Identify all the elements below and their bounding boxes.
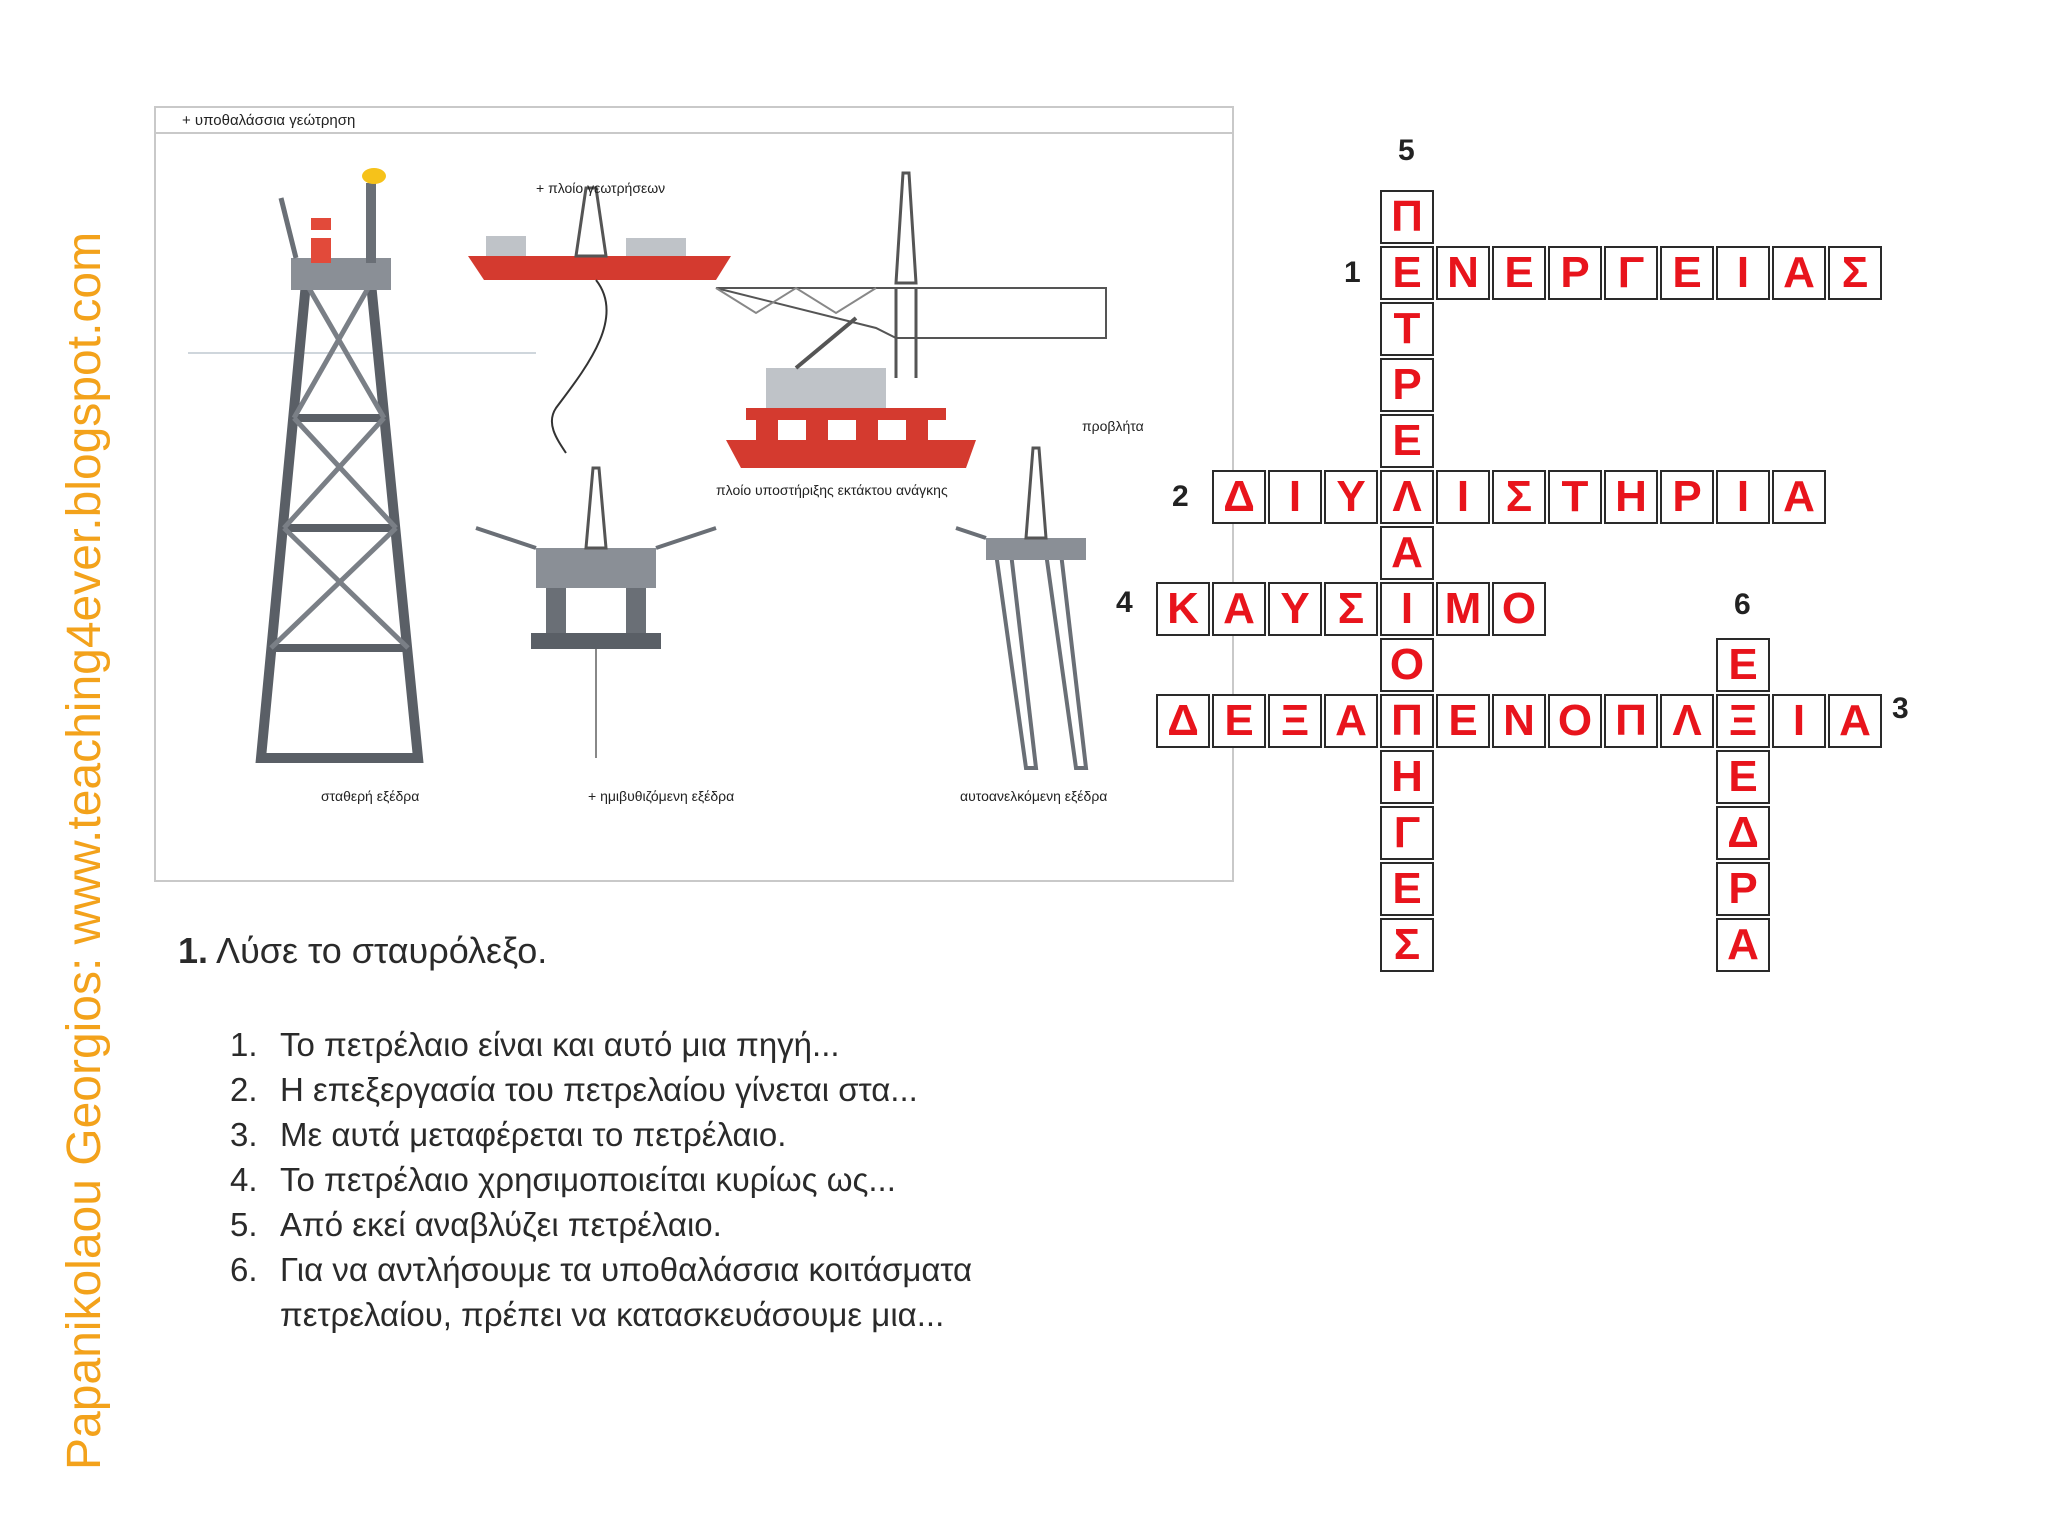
- crossword-letter: Τ: [1393, 304, 1421, 353]
- crossword-letter: Σ: [1505, 472, 1533, 521]
- caption-drill-ship: + πλοίο γεωτρήσεων: [536, 180, 666, 196]
- caption-pier: προβλήτα: [1082, 418, 1144, 434]
- clue-text: Από εκεί αναβλύζει πετρέλαιο.: [280, 1206, 722, 1243]
- crossword-letter: Σ: [1841, 248, 1869, 297]
- exercise-title: Λύσε το σταυρόλεξο.: [216, 930, 548, 971]
- figure-header: + υποθαλάσσια γεώτρηση: [156, 108, 1232, 134]
- crossword-letter: Σ: [1393, 920, 1421, 969]
- crossword-number-1: 1: [1344, 256, 1361, 289]
- crossword-letter: Α: [1335, 696, 1367, 745]
- clue-number: 5.: [230, 1206, 258, 1243]
- crossword-letter: Α: [1839, 696, 1871, 745]
- crossword-letter: Ο: [1557, 696, 1593, 745]
- crossword-letter: Α: [1727, 920, 1759, 969]
- crossword-letter: Υ: [1280, 584, 1310, 633]
- crossword-letter: Γ: [1393, 808, 1421, 857]
- crossword-letter: Ε: [1392, 248, 1422, 297]
- crossword-letter: Α: [1391, 528, 1423, 577]
- crossword-letter: Κ: [1167, 584, 1199, 633]
- caption-jackup: αυτοανελκόμενη εξέδρα: [960, 788, 1108, 804]
- crossword-letter: Ο: [1501, 584, 1537, 633]
- crossword-number-3: 3: [1892, 692, 1909, 725]
- crossword-letter: Δ: [1223, 472, 1255, 521]
- crossword-letter: Ρ: [1392, 360, 1422, 409]
- crossword-number-6: 6: [1734, 588, 1751, 621]
- caption-fixed-platform: σταθερή εξέδρα: [321, 788, 420, 804]
- crossword-letter: Ι: [1456, 472, 1470, 521]
- crossword-letter: Ρ: [1728, 864, 1758, 913]
- clue-number: 1.: [230, 1026, 258, 1063]
- clue-number: 4.: [230, 1161, 258, 1198]
- clue-text: Το πετρέλαιο είναι και αυτό μια πηγή...: [280, 1026, 840, 1063]
- crossword-letter: Ε: [1672, 248, 1702, 297]
- crossword-letter: Δ: [1167, 696, 1199, 745]
- crossword-letter: Π: [1615, 696, 1647, 745]
- clue-text: Η επεξεργασία του πετρελαίου γίνεται στα...: [280, 1071, 918, 1108]
- crossword-letter: Π: [1391, 192, 1423, 241]
- crossword-letter: Ξ: [1280, 696, 1310, 745]
- clue-text: Με αυτά μεταφέρεται το πετρέλαιο.: [280, 1116, 787, 1153]
- crossword-letter: Η: [1615, 472, 1647, 521]
- crossword-letter: Ε: [1392, 416, 1422, 465]
- caption-emergency-ship: πλοίο υποστήριξης εκτάκτου ανάγκης: [716, 482, 948, 498]
- crossword-letter: Υ: [1336, 472, 1366, 521]
- clue-number: 2.: [230, 1071, 258, 1108]
- crossword-letter: Ε: [1728, 752, 1758, 801]
- crossword-letter: Α: [1783, 472, 1815, 521]
- crossword-letter: Ι: [1736, 248, 1750, 297]
- clue-text: Για να αντλήσουμε τα υποθαλάσσια κοιτάσματα πετρελαίου, πρέπει να κατασκευάσουμε μια...: [280, 1251, 973, 1333]
- crossword-letter: Ε: [1504, 248, 1534, 297]
- crossword-letter: Ε: [1392, 864, 1422, 913]
- crossword-letter: Ε: [1728, 640, 1758, 689]
- crossword-letter: Λ: [1392, 472, 1422, 521]
- caption-semi-submersible: + ημιβυθιζόμενη εξέδρα: [588, 788, 735, 804]
- crossword-letter: Ο: [1389, 640, 1425, 689]
- crossword-letter: Ν: [1503, 696, 1535, 745]
- clue-text: Το πετρέλαιο χρησιμοποιείται κυρίως ως...: [280, 1161, 896, 1198]
- crossword-letter: Ε: [1448, 696, 1478, 745]
- crossword-letter: Ξ: [1728, 696, 1758, 745]
- crossword-number-2: 2: [1172, 480, 1189, 513]
- crossword-number-4: 4: [1116, 586, 1133, 619]
- crossword-letter: Α: [1783, 248, 1815, 297]
- crossword-letter: Η: [1391, 752, 1423, 801]
- crossword-letter: Ι: [1288, 472, 1302, 521]
- clue-number: 6.: [230, 1251, 258, 1288]
- crossword-letter: Ν: [1447, 248, 1479, 297]
- crossword-letter: Τ: [1561, 472, 1589, 521]
- crossword-letter: Λ: [1672, 696, 1702, 745]
- exercise-number: 1.: [178, 930, 209, 971]
- crossword-letter: Ρ: [1560, 248, 1590, 297]
- crossword-letter: Α: [1223, 584, 1255, 633]
- crossword-letter: Ρ: [1672, 472, 1702, 521]
- crossword-letter: Ε: [1224, 696, 1254, 745]
- crossword-letter: Ι: [1792, 696, 1806, 745]
- crossword-letter: Ι: [1400, 584, 1414, 633]
- crossword-letter: Γ: [1617, 248, 1645, 297]
- crossword-letter: Π: [1391, 696, 1423, 745]
- watermark-text: Papanikolaou Georgios: www.teaching4ever.blogspot.com: [58, 231, 111, 1470]
- crossword-letter: Δ: [1727, 808, 1759, 857]
- crossword-letter: Σ: [1337, 584, 1365, 633]
- crossword-letter: Ι: [1736, 472, 1750, 521]
- crossword-number-5: 5: [1398, 134, 1415, 167]
- crossword-letter: Μ: [1444, 584, 1482, 633]
- clue-number: 3.: [230, 1116, 258, 1153]
